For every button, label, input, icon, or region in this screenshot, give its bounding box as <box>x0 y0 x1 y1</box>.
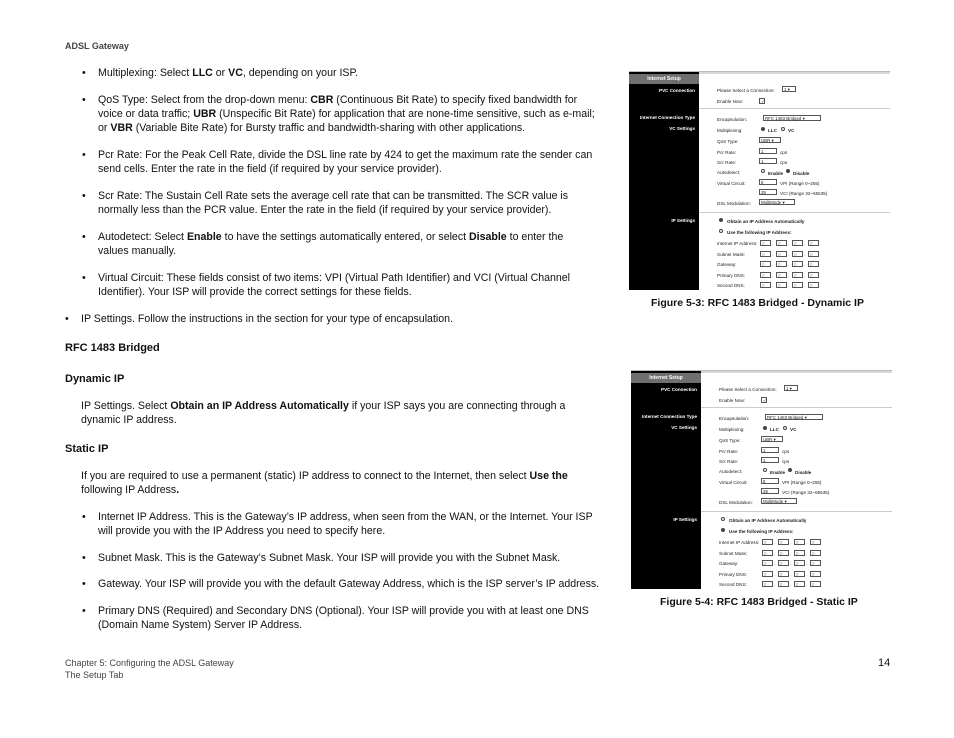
encapsulation-select[interactable]: RFC 1483 Bridged ▾ <box>763 115 821 121</box>
tab-internet-setup[interactable]: Internet Setup <box>629 74 699 84</box>
label-enable: Enable <box>768 171 784 176</box>
octet-dot: . <box>772 241 774 246</box>
label-disable: Disable <box>795 470 812 475</box>
bullet-dot: • <box>82 231 86 243</box>
qos-select[interactable]: UBR ▾ <box>759 137 781 143</box>
label-obtain-ip: Obtain an IP Address Automatically <box>729 518 807 523</box>
footer <box>65 657 234 681</box>
primary-dns-octet-input[interactable]: 0 <box>778 571 789 577</box>
dsl-modulation-select[interactable]: MultiMode ▾ <box>761 498 797 504</box>
bullet-dot: • <box>82 605 86 617</box>
octet-dot: . <box>804 251 806 257</box>
primary-dns-octet-input[interactable]: 0 <box>776 272 787 278</box>
primary-dns-octet-input[interactable]: 0 <box>810 571 821 577</box>
dynamic-ip-text: IP Settings. Select Obtain an IP Address Automatically if your ISP says you are connecting through a <box>81 400 566 412</box>
label-enable: Enable <box>770 470 786 475</box>
figure-caption: Figure 5-3: RFC 1483 Bridged - Dynamic IP <box>651 297 864 309</box>
label-cps: cps <box>780 150 788 155</box>
octet-dot: . <box>772 262 774 267</box>
octet-dot: . <box>804 283 806 288</box>
octet-dot: . <box>804 272 806 278</box>
second-dns-octet-input[interactable]: 0 <box>810 581 821 587</box>
gateway-octet-input[interactable]: 0 <box>762 560 773 566</box>
internet-ip-octet-input[interactable]: 0 <box>808 240 819 246</box>
bullet-line: or VBR (Variable Bite Rate) for Bursty traffic and bandwidth-sharing with other applications. <box>98 122 526 134</box>
radio-enable[interactable] <box>763 468 767 472</box>
octet-dot: . <box>804 241 806 246</box>
subnet-mask-octet-input[interactable]: 0 <box>778 550 789 556</box>
gateway-octet-input[interactable]: 0 <box>776 261 787 267</box>
label-cps: cps <box>782 459 790 464</box>
label-multiplexing: Multiplexing: <box>717 128 743 133</box>
pcr-input[interactable]: 1 <box>761 447 779 453</box>
qos-select[interactable]: UBR ▾ <box>761 436 783 442</box>
page-number: 14 <box>878 657 891 669</box>
label-virtual-circuit: Virtual Circuit: <box>717 181 746 186</box>
radio-llc[interactable] <box>763 426 767 430</box>
bullet-line: Pcr Rate: For the Peak Cell Rate, divide the DSL line rate by 424 to get the maximum rate the sender can <box>98 149 593 161</box>
octet-dot: . <box>788 251 790 257</box>
subnet-mask-octet-input[interactable]: 0 <box>794 550 805 556</box>
second-dns-octet-input[interactable]: 0 <box>794 581 805 587</box>
label-llc: LLC <box>770 427 779 432</box>
radio-disable[interactable] <box>786 169 790 173</box>
internet-ip-octet-input[interactable]: 0 <box>760 240 771 246</box>
label-second-dns: Second DNS: <box>719 582 747 587</box>
octet-dot: . <box>806 582 808 587</box>
label-encapsulation: Encapsulation: <box>717 117 748 122</box>
enable-now-checkbox[interactable]: ✓ <box>761 99 765 104</box>
bullet-line: Autodetect: Select Enable to have the settings automatically entered, or select Disable to enter the <box>98 231 564 243</box>
radio-obtain-ip[interactable] <box>719 218 723 222</box>
label-obtain-ip: Obtain an IP Address Automatically <box>727 219 805 224</box>
label-ip-settings: IP Settings <box>673 517 697 522</box>
label-qos-type: QoS Type: <box>717 139 739 144</box>
footer-chapter: Chapter 5: Configuring the ADSL Gateway <box>65 658 234 668</box>
label-vc: VC <box>788 128 795 133</box>
octet-dot: . <box>788 241 790 246</box>
octet-dot: . <box>788 272 790 278</box>
footer-section: The Setup Tab <box>65 670 124 680</box>
internet-ip-octet-input[interactable]: 0 <box>776 240 787 246</box>
gateway-octet-input[interactable]: 0 <box>792 261 803 267</box>
bullet-line: Internet IP Address. This is the Gateway’s IP address, when seen from the WAN, or the Internet. Your ISP <box>98 511 593 523</box>
primary-dns-octet-input[interactable]: 0 <box>762 571 773 577</box>
primary-dns-octet-input[interactable]: 0 <box>808 272 819 278</box>
radio-llc[interactable] <box>761 127 765 131</box>
subnet-mask-octet-input[interactable]: 0 <box>810 550 821 556</box>
setup-screenshot <box>631 370 892 589</box>
label-gateway: Gateway: <box>717 262 737 267</box>
label-use-following-ip: Use the following IP Address: <box>727 230 792 235</box>
primary-dns-octet-input[interactable]: 0 <box>760 272 771 278</box>
second-dns-octet-input[interactable]: 0 <box>778 581 789 587</box>
gateway-octet-input[interactable]: 0 <box>760 261 771 267</box>
label-scr-rate: Scr Rate: <box>719 459 739 464</box>
subnet-mask-octet-input[interactable]: 0 <box>792 251 803 257</box>
primary-dns-octet-input[interactable]: 0 <box>794 571 805 577</box>
radio-enable[interactable] <box>761 169 765 173</box>
label-select-connection: Please Select a Connection: <box>719 387 777 392</box>
octet-dot: . <box>790 571 792 577</box>
bullet-dot: • <box>82 552 86 564</box>
label-gateway: Gateway: <box>719 561 739 566</box>
label-subnet-mask: Subnet Mask: <box>717 251 746 257</box>
label-pvc-connection: PVC Connection <box>659 88 695 93</box>
label-cps: cps <box>782 449 790 454</box>
label-scr-rate: Scr Rate: <box>717 160 737 165</box>
second-dns-octet-input[interactable]: 0 <box>762 581 773 587</box>
label-internet-connection-type: Internet Connection Type <box>641 414 697 419</box>
second-dns-octet-input[interactable]: 0 <box>760 282 771 288</box>
label-pvc-connection: PVC Connection <box>661 387 697 392</box>
bullet-dot: • <box>65 313 69 325</box>
label-disable: Disable <box>793 171 810 176</box>
subnet-mask-octet-input[interactable]: 0 <box>762 550 773 556</box>
label-second-dns: Second DNS: <box>717 283 745 288</box>
second-dns-octet-input[interactable]: 0 <box>792 282 803 288</box>
bullet-line: Scr Rate: The Sustain Cell Rate sets the average cell rate that can be transmitted. The SCR value is <box>98 190 569 202</box>
scr-input[interactable]: 1 <box>761 457 779 463</box>
label-ip-settings: IP Settings <box>671 218 695 223</box>
bullet-line: Gateway. Your ISP will provide you with the default Gateway Address, which is the ISP server’s IP address. <box>98 578 600 590</box>
label-pcr-rate: Pcr Rate: <box>719 449 739 454</box>
bullet-line: Virtual Circuit: These fields consist of two items: VPI (Virtual Path Identifier) and VCI (Virtual Channel <box>98 272 571 284</box>
static-ip-text: If you are required to use a permanent (static) IP address to connect to the Internet, then select Use the <box>81 470 568 482</box>
gateway-octet-input[interactable]: 0 <box>778 560 789 566</box>
bullet-dot: • <box>82 578 86 590</box>
vci-input[interactable]: 35 <box>761 488 779 494</box>
bullet-dot: • <box>82 94 86 106</box>
gateway-octet-input[interactable]: 0 <box>794 560 805 566</box>
radio-vc[interactable] <box>783 426 787 430</box>
label-vpi-range: VPI (Range 0~255) <box>782 480 822 485</box>
label-enable-now: Enable Now: <box>719 398 746 403</box>
gateway-octet-input[interactable]: 0 <box>810 560 821 566</box>
octet-dot: . <box>772 283 774 288</box>
figure-caption: Figure 5-4: RFC 1483 Bridged - Static IP <box>660 596 858 608</box>
second-dns-octet-input[interactable]: 0 <box>808 282 819 288</box>
octet-dot: . <box>790 550 792 556</box>
label-vpi-range: VPI (Range 0~255) <box>780 181 820 186</box>
octet-dot: . <box>790 540 792 545</box>
bullet-line: send cells. Enter the rate in the field (if required by your service provider). <box>98 163 442 175</box>
octet-dot: . <box>806 540 808 545</box>
octet-dot: . <box>806 561 808 566</box>
bullet-line: voice or data traffic; UBR (Unspecific Bit Rate) for application that are none-time sensitive, such as e-mail; <box>98 108 595 120</box>
label-vci-range: VCI (Range 32~65535) <box>782 490 830 495</box>
second-dns-octet-input[interactable]: 0 <box>776 282 787 288</box>
primary-dns-octet-input[interactable]: 0 <box>792 272 803 278</box>
connection-select[interactable]: 1 ▾ <box>782 86 796 92</box>
top-bar <box>701 371 892 373</box>
bullet-line: (Domain Name System) Server IP Address. <box>98 619 303 631</box>
tab-internet-setup[interactable]: Internet Setup <box>631 373 701 383</box>
scr-input[interactable]: 1 <box>759 158 777 164</box>
internet-ip-octet-input[interactable]: 0 <box>778 539 789 545</box>
bullet-line: will provide you with the IP Address you need to specify here. <box>98 525 386 537</box>
label-virtual-circuit: Virtual Circuit: <box>719 480 748 485</box>
connection-select[interactable]: 1 ▾ <box>784 385 798 391</box>
label-select-connection: Please Select a Connection: <box>717 88 775 93</box>
octet-dot: . <box>806 571 808 577</box>
running-header: ADSL Gateway <box>65 41 129 51</box>
bullet-line: Subnet Mask. This is the Gateway’s Subnet Mask. Your ISP will provide you with the Subnet Mask. <box>98 552 561 564</box>
bullet-dot: • <box>82 272 86 284</box>
heading-dynamic-ip: Dynamic IP <box>65 373 125 385</box>
octet-dot: . <box>788 283 790 288</box>
subnet-mask-octet-input[interactable]: 0 <box>760 251 771 257</box>
label-encapsulation: Encapsulation: <box>719 416 750 421</box>
label-primary-dns: Primary DNS: <box>717 272 746 278</box>
heading-static-ip: Static IP <box>65 443 109 455</box>
separator <box>699 108 890 109</box>
label-vc-settings: VC Settings <box>671 425 697 430</box>
label-enable-now: Enable Now: <box>717 99 744 104</box>
label-vc-settings: VC Settings <box>669 126 695 131</box>
bullet-line: normally less than the PCR value. Enter the rate in the field (if required by your service provider). <box>98 204 552 216</box>
label-llc: LLC <box>768 128 777 133</box>
octet-dot: . <box>788 262 790 267</box>
sidebar-band <box>631 371 701 589</box>
separator <box>701 511 892 512</box>
label-vci-range: VCI (Range 32~65535) <box>780 191 828 196</box>
radio-use-following-ip[interactable] <box>721 528 725 532</box>
octet-dot: . <box>774 571 776 577</box>
label-autodetect: Autodetect: <box>719 469 743 474</box>
bullet-dot: • <box>82 67 86 79</box>
static-ip-text: following IP Address. <box>81 484 180 496</box>
enable-now-checkbox[interactable]: ✓ <box>763 398 767 403</box>
bullet-line: QoS Type: Select from the drop-down menu: CBR (Continuous Bit Rate) to specify fixed bandwidth for <box>98 94 578 106</box>
dsl-modulation-select[interactable]: MultiMode ▾ <box>759 199 795 205</box>
octet-dot: . <box>774 561 776 566</box>
label-pcr-rate: Pcr Rate: <box>717 150 737 155</box>
vpi-input[interactable]: 8 <box>759 179 777 185</box>
sidebar-band <box>629 72 699 290</box>
label-subnet-mask: Subnet Mask: <box>719 550 748 556</box>
bullet-line: Identifier). Your ISP will provide the correct settings for these fields. <box>98 286 412 298</box>
octet-dot: . <box>774 540 776 545</box>
octet-dot: . <box>790 582 792 587</box>
octet-dot: . <box>790 561 792 566</box>
separator <box>699 212 890 213</box>
octet-dot: . <box>804 262 806 267</box>
internet-ip-octet-input[interactable]: 0 <box>794 539 805 545</box>
label-internet-connection-type: Internet Connection Type <box>639 115 695 120</box>
octet-dot: . <box>774 550 776 556</box>
octet-dot: . <box>772 251 774 257</box>
bullet-line: values manually. <box>98 245 177 257</box>
bullet-line: Multiplexing: Select LLC or VC, depending on your ISP. <box>98 67 359 79</box>
label-primary-dns: Primary DNS: <box>719 571 748 577</box>
internet-ip-octet-input[interactable]: 0 <box>762 539 773 545</box>
vpi-input[interactable]: 8 <box>761 478 779 484</box>
label-dsl-modulation: DSL Modulation: <box>719 500 753 505</box>
vci-input[interactable]: 35 <box>759 189 777 195</box>
internet-ip-octet-input[interactable]: 0 <box>792 240 803 246</box>
label-qos-type: QoS Type: <box>719 438 741 443</box>
octet-dot: . <box>806 550 808 556</box>
subnet-mask-octet-input[interactable]: 0 <box>808 251 819 257</box>
internet-ip-octet-input[interactable]: 0 <box>810 539 821 545</box>
bullet-dot: • <box>82 149 86 161</box>
label-internet-ip: Internet IP Address: <box>717 241 758 246</box>
dynamic-ip-text: dynamic IP address. <box>81 414 177 426</box>
gateway-octet-input[interactable]: 0 <box>808 261 819 267</box>
bullet-line: Primary DNS (Required) and Secondary DNS (Optional). Your ISP will provide you with at least one DNS <box>98 605 589 617</box>
radio-obtain-ip[interactable] <box>721 517 725 521</box>
pcr-input[interactable]: 1 <box>759 148 777 154</box>
ip-settings-line: IP Settings. Follow the instructions in the section for your type of encapsulation. <box>81 313 453 325</box>
label-dsl-modulation: DSL Modulation: <box>717 201 751 206</box>
top-bar <box>699 72 890 74</box>
radio-vc[interactable] <box>781 127 785 131</box>
octet-dot: . <box>772 272 774 278</box>
label-use-following-ip: Use the following IP Address: <box>729 529 794 534</box>
radio-disable[interactable] <box>788 468 792 472</box>
label-internet-ip: Internet IP Address: <box>719 540 760 545</box>
separator <box>701 407 892 408</box>
octet-dot: . <box>774 582 776 587</box>
subnet-mask-octet-input[interactable]: 0 <box>776 251 787 257</box>
label-multiplexing: Multiplexing: <box>719 427 745 432</box>
bullet-dot: • <box>82 190 86 202</box>
label-autodetect: Autodetect: <box>717 170 741 175</box>
radio-use-following-ip[interactable] <box>719 229 723 233</box>
label-cps: cps <box>780 160 788 165</box>
encapsulation-select[interactable]: RFC 1483 Bridged ▾ <box>765 414 823 420</box>
label-vc: VC <box>790 427 797 432</box>
bullet-dot: • <box>82 511 86 523</box>
heading-rfc-1483-bridged: RFC 1483 Bridged <box>65 342 160 354</box>
setup-screenshot <box>629 71 890 290</box>
